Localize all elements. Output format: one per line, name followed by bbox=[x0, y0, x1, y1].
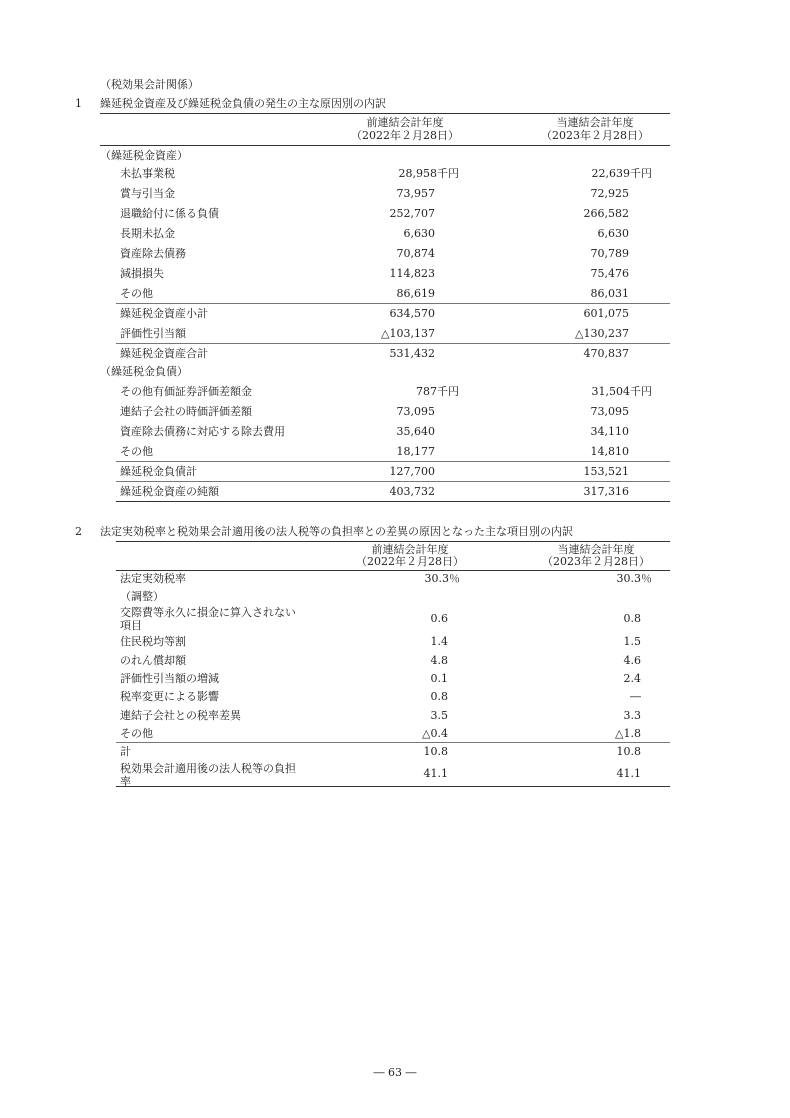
section2-title: 法定実効税率と税効果会計適用後の法人税等の負担率との差異の原因となった主な項目別の内訳 bbox=[100, 525, 573, 538]
subtotal-curr: 601,075 bbox=[583, 307, 629, 320]
adjust-row-label: 連結子会社との税率差異 bbox=[120, 709, 241, 722]
table2-top-rule bbox=[116, 541, 670, 542]
section-heading: （税効果会計関係） bbox=[100, 78, 199, 91]
adjust-row-curr: ― bbox=[630, 690, 641, 703]
asset-row-label: 未払事業税 bbox=[120, 167, 175, 180]
asset-row-curr: 72,925 bbox=[590, 187, 629, 200]
liability-total-curr: 153,521 bbox=[583, 465, 629, 478]
asset-row-label: 減損損失 bbox=[120, 267, 164, 280]
asset-row-label: 資産除去債務 bbox=[120, 247, 186, 260]
asset-row-curr: 266,582 bbox=[583, 207, 629, 220]
table2-col-prev-line2: （2022年２月28日） bbox=[356, 555, 464, 568]
liability-total-label: 繰延税金負債計 bbox=[120, 465, 197, 478]
adjust-row-label: 交際費等永久に損金に算入されない項目 bbox=[120, 606, 296, 632]
asset-row-prev: 86,619 bbox=[396, 287, 435, 300]
net-rule bbox=[116, 481, 670, 482]
asset-row-label: 退職給付に係る負債 bbox=[120, 207, 219, 220]
liability-row-prev: 787千円 bbox=[416, 385, 459, 398]
liability-row-curr: 31,504千円 bbox=[591, 385, 652, 398]
total-curr: 10.8 bbox=[616, 745, 641, 758]
adjust-row-label: のれん償却額 bbox=[120, 654, 186, 667]
net-label: 繰延税金資産の純額 bbox=[120, 485, 219, 498]
table1-col-curr-line1: 当連結会計年度 bbox=[556, 116, 634, 129]
asset-total-label: 繰延税金資産合計 bbox=[120, 347, 208, 360]
liability-row-prev: 35,640 bbox=[396, 425, 435, 438]
asset-row-curr: 70,789 bbox=[590, 247, 629, 260]
adjust-row-curr: △1.8 bbox=[615, 727, 641, 740]
table2-col-curr-line1: 当連結会計年度 bbox=[557, 543, 635, 556]
liability-row-label: その他有価証券評価差額金 bbox=[120, 385, 252, 398]
allowance-prev: △103,137 bbox=[381, 327, 435, 340]
adjust-row-curr: 4.6 bbox=[623, 654, 641, 667]
asset-row-prev: 73,957 bbox=[396, 187, 435, 200]
allowance-curr: △130,237 bbox=[575, 327, 629, 340]
liabilities-header: （繰延税金負債） bbox=[100, 365, 188, 378]
liability-row-prev: 73,095 bbox=[396, 405, 435, 418]
asset-total-prev: 531,432 bbox=[389, 347, 435, 360]
total-prev: 10.8 bbox=[423, 745, 448, 758]
liability-row-curr: 34,110 bbox=[590, 425, 629, 438]
assets-header: （繰延税金資産） bbox=[100, 149, 188, 162]
table1-bottom-rule bbox=[116, 501, 670, 502]
table1-top-rule bbox=[100, 113, 670, 114]
section1-title: 繰延税金資産及び繰延税金負債の発生の主な原因別の内訳 bbox=[100, 97, 386, 110]
liability-total-rule bbox=[116, 461, 670, 462]
subtotal-prev: 634,570 bbox=[389, 307, 435, 320]
liability-row-curr: 73,095 bbox=[590, 405, 629, 418]
adjust-row-prev: 0.1 bbox=[430, 672, 448, 685]
liability-row-label: 資産除去債務に対応する除去費用 bbox=[120, 425, 285, 438]
adjust-row-prev: 1.4 bbox=[430, 635, 448, 648]
asset-row-prev: 6,630 bbox=[403, 227, 435, 240]
liability-row-prev: 18,177 bbox=[396, 445, 435, 458]
assets-total-rule bbox=[116, 343, 670, 344]
asset-row-curr: 22,639千円 bbox=[591, 167, 652, 180]
table2-total-rule bbox=[116, 742, 670, 743]
net-curr: 317,316 bbox=[583, 485, 629, 498]
statutory-prev: 30.3％ bbox=[424, 572, 460, 585]
effective-curr: 41.1 bbox=[616, 767, 641, 780]
table1-header-rule bbox=[100, 145, 670, 146]
table2-header-rule bbox=[116, 570, 670, 571]
adjust-row-label: その他 bbox=[120, 727, 153, 740]
adjust-row-prev: 0.8 bbox=[430, 690, 448, 703]
adjust-row-prev: 0.6 bbox=[430, 612, 448, 625]
adjust-row-prev: △0.4 bbox=[422, 727, 448, 740]
asset-row-prev: 70,874 bbox=[396, 247, 435, 260]
section2-number: 2 bbox=[75, 525, 82, 538]
net-prev: 403,732 bbox=[389, 485, 435, 498]
asset-row-label: 長期未払金 bbox=[120, 227, 175, 240]
table1-col-prev-line2: （2022年２月28日） bbox=[351, 129, 459, 142]
adjust-header: （調整） bbox=[120, 590, 164, 603]
effective-label: 税効果会計適用後の法人税等の負担率 bbox=[120, 762, 296, 788]
adjust-row-label: 評価性引当額の増減 bbox=[120, 672, 219, 685]
asset-row-label: 賞与引当金 bbox=[120, 187, 175, 200]
asset-row-curr: 6,630 bbox=[597, 227, 629, 240]
statutory-label: 法定実効税率 bbox=[120, 572, 186, 585]
table2-col-prev-line1: 前連結会計年度 bbox=[371, 543, 449, 556]
liability-row-label: 連結子会社の時価評価差額 bbox=[120, 405, 252, 418]
subtotal-label: 繰延税金資産小計 bbox=[120, 307, 208, 320]
adjust-row-label: 住民税均等割 bbox=[120, 635, 186, 648]
adjust-row-prev: 4.8 bbox=[430, 654, 448, 667]
liability-row-curr: 14,810 bbox=[590, 445, 629, 458]
asset-row-curr: 86,031 bbox=[590, 287, 629, 300]
asset-row-prev: 114,823 bbox=[389, 267, 435, 280]
table2-bottom-rule bbox=[116, 786, 670, 787]
effective-prev: 41.1 bbox=[423, 767, 448, 780]
total-label: 計 bbox=[120, 745, 131, 758]
allowance-label: 評価性引当額 bbox=[120, 327, 186, 340]
adjust-row-label: 税率変更による影響 bbox=[120, 690, 219, 703]
adjust-row-curr: 1.5 bbox=[623, 635, 641, 648]
page-number: ― 63 ― bbox=[373, 1066, 417, 1079]
liability-row-label: その他 bbox=[120, 445, 153, 458]
statutory-curr: 30.3％ bbox=[616, 572, 652, 585]
liability-total-prev: 127,700 bbox=[389, 465, 435, 478]
asset-total-curr: 470,837 bbox=[583, 347, 629, 360]
table1-col-prev-line1: 前連結会計年度 bbox=[366, 116, 444, 129]
adjust-row-curr: 2.4 bbox=[623, 672, 641, 685]
asset-row-prev: 252,707 bbox=[389, 207, 435, 220]
asset-row-curr: 75,476 bbox=[590, 267, 629, 280]
section1-number: 1 bbox=[75, 97, 82, 110]
adjust-row-prev: 3.5 bbox=[430, 709, 448, 722]
adjust-row-curr: 0.8 bbox=[623, 612, 641, 625]
assets-subtotal-rule bbox=[116, 303, 670, 304]
table1-col-curr-line2: （2023年２月28日） bbox=[541, 129, 649, 142]
asset-row-prev: 28,958千円 bbox=[398, 167, 459, 180]
adjust-row-curr: 3.3 bbox=[623, 709, 641, 722]
asset-row-label: その他 bbox=[120, 287, 153, 300]
table2-col-curr-line2: （2023年２月28日） bbox=[542, 555, 650, 568]
